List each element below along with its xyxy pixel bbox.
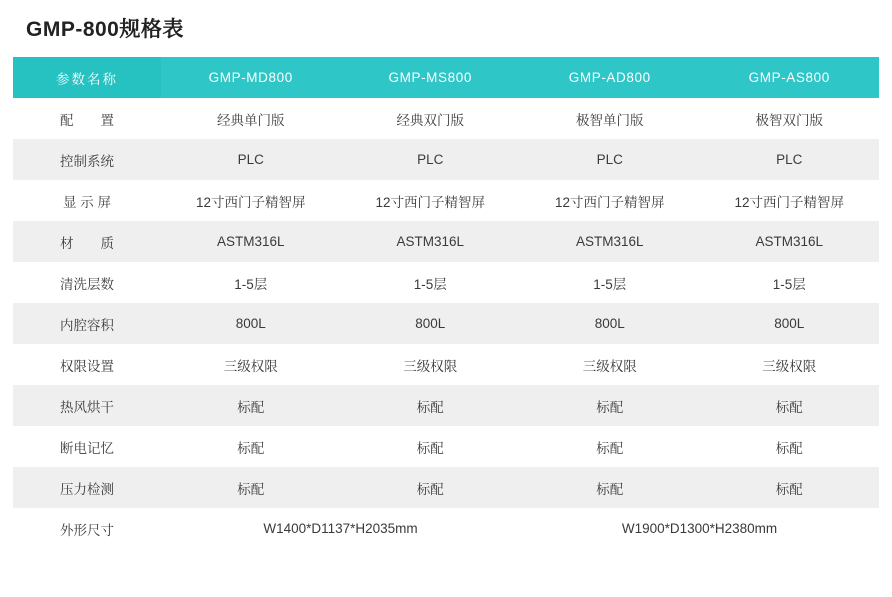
row-value: 标配	[161, 426, 341, 467]
row-value: 经典双门版	[341, 98, 521, 139]
row-value: 12寸西门子精智屏	[161, 180, 341, 221]
row-value: 经典单门版	[161, 98, 341, 139]
table-row	[13, 139, 879, 180]
spec-sheet-page	[0, 14, 892, 597]
row-value: 标配	[341, 426, 521, 467]
row-label: 热风烘干	[13, 385, 161, 426]
row-value: PLC	[161, 139, 341, 180]
row-label: 权限设置	[13, 344, 161, 385]
row-value: 1-5层	[700, 262, 880, 303]
row-value: 标配	[341, 385, 521, 426]
row-value: 标配	[161, 385, 341, 426]
row-value-dimensions-classic: W1400*D1137*H2035mm	[161, 508, 520, 549]
row-value: 三级权限	[341, 344, 521, 385]
table-row	[13, 180, 879, 221]
row-value: 800L	[161, 303, 341, 344]
row-value: 极智双门版	[700, 98, 880, 139]
column-header-gmp-ad800: GMP-AD800	[520, 57, 700, 98]
column-header-gmp-ms800: GMP-MS800	[341, 57, 521, 98]
row-value: ASTM316L	[700, 221, 880, 262]
table-header-row	[13, 57, 879, 98]
table-row	[13, 262, 879, 303]
row-value: 800L	[520, 303, 700, 344]
column-header-gmp-as800: GMP-AS800	[700, 57, 880, 98]
row-value: 标配	[700, 467, 880, 508]
table-row	[13, 303, 879, 344]
row-value: 标配	[700, 385, 880, 426]
table-row	[13, 221, 879, 262]
column-header-gmp-md800: GMP-MD800	[161, 57, 341, 98]
table-row	[13, 426, 879, 467]
row-value: 12寸西门子精智屏	[341, 180, 521, 221]
row-value: 12寸西门子精智屏	[700, 180, 880, 221]
row-label: 内腔容积	[13, 303, 161, 344]
table-row	[13, 98, 879, 139]
table-row	[13, 344, 879, 385]
page-title: GMP-800规格表	[26, 18, 184, 41]
column-header-parameter: 参数名称	[13, 57, 161, 98]
row-value: 标配	[700, 426, 880, 467]
row-value: 三级权限	[520, 344, 700, 385]
row-value: ASTM316L	[520, 221, 700, 262]
table-row	[13, 467, 879, 508]
row-label: 显 示 屏	[13, 180, 161, 221]
row-value: 1-5层	[520, 262, 700, 303]
row-value: 极智单门版	[520, 98, 700, 139]
row-value-dimensions-smart: W1900*D1300*H2380mm	[520, 508, 879, 549]
row-value: ASTM316L	[161, 221, 341, 262]
row-value: PLC	[700, 139, 880, 180]
row-value: 1-5层	[161, 262, 341, 303]
row-value: PLC	[341, 139, 521, 180]
row-value: 800L	[700, 303, 880, 344]
row-value: 800L	[341, 303, 521, 344]
row-value: 标配	[520, 426, 700, 467]
table-header	[13, 57, 879, 98]
row-value: ASTM316L	[341, 221, 521, 262]
row-label: 控制系统	[13, 139, 161, 180]
row-label: 材 质	[13, 221, 161, 262]
table-body	[13, 98, 879, 549]
row-label: 配 置	[13, 98, 161, 139]
row-value: PLC	[520, 139, 700, 180]
row-value: 标配	[161, 467, 341, 508]
row-value: 标配	[341, 467, 521, 508]
row-value: 三级权限	[161, 344, 341, 385]
row-label: 断电记忆	[13, 426, 161, 467]
row-value: 标配	[520, 385, 700, 426]
row-label: 清洗层数	[13, 262, 161, 303]
row-label: 压力检测	[13, 467, 161, 508]
row-value: 12寸西门子精智屏	[520, 180, 700, 221]
row-value: 标配	[520, 467, 700, 508]
row-value: 三级权限	[700, 344, 880, 385]
row-label: 外形尺寸	[13, 508, 161, 549]
row-value: 1-5层	[341, 262, 521, 303]
specification-table	[13, 57, 879, 549]
table-row	[13, 385, 879, 426]
table-row-dimensions	[13, 508, 879, 549]
